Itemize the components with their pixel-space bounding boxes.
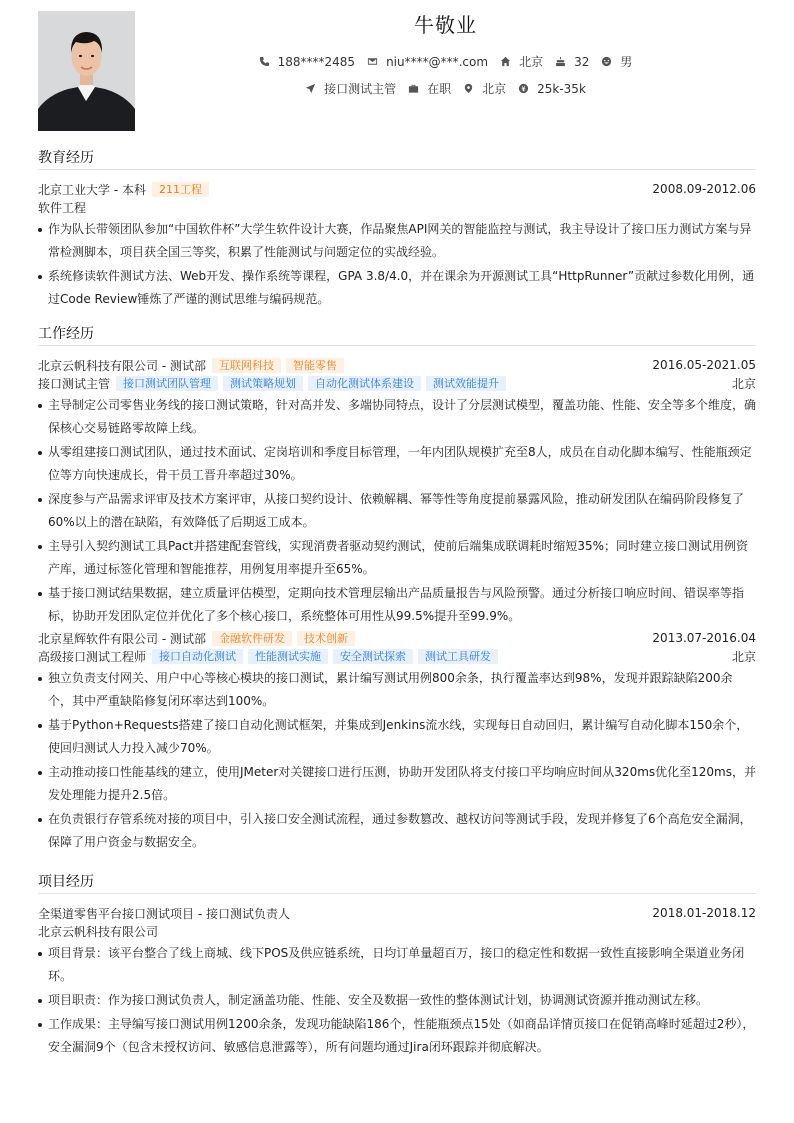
job-header-row: [38, 629, 756, 647]
project-company: 北京云帆科技有限公司: [38, 924, 159, 939]
education-date: 2008.09-2012.06: [652, 182, 756, 196]
phone-item: [259, 53, 355, 70]
job-role-row: [38, 647, 756, 665]
contact-info-row: [135, 53, 756, 70]
send-icon: [305, 83, 316, 94]
job-bullets: [38, 667, 756, 854]
project-entry: [38, 904, 756, 1059]
list-item: 作为队长带领团队参加“中国软件杯”大学生软件设计大赛，作品聚焦API网关的智能监控与测试，我主导设计了接口压力测试方案与异常检测脚本，项目获全国三等奖，积累了性能测试与问题定位的实战经验。: [38, 218, 756, 264]
company-name: 北京云帆科技有限公司 - 测试部: [38, 358, 206, 373]
list-item: 基于接口测试结果数据，建立质量评估模型，定期向技术管理层输出产品质量报告与风险预警。通过分析接口响应时间、错误率等指标，协助开发团队定位并优化了多个核心接口，系统整体可用性从99.5%提升至99.9%。: [38, 582, 756, 628]
city-value: 北京: [519, 55, 544, 69]
education-bullets: [38, 218, 756, 311]
list-item: 工作成果：主导编写接口测试用例1200余条，发现功能缺陷186个，性能瓶颈点15处（如商品详情页接口在促销高峰时延超过2秒），安全漏洞9个（包含未授权访问、敏感信息泄露等），所有问题均通过Jira闭环跟踪并彻底解决。: [38, 1013, 756, 1059]
project-name: 全渠道零售平台接口测试项目 - 接口测试负责人: [38, 906, 290, 921]
money-icon: [518, 83, 529, 94]
age-value: 32: [574, 54, 590, 69]
list-item: 项目背景：该平台整合了线上商城、线下POS及供应链系统，日均订单量超百万，接口的稳定性和数据一致性直接影响全渠道业务闭环。: [38, 942, 756, 988]
position-item: [305, 80, 396, 97]
industry-tag: 技术创新: [297, 631, 355, 646]
list-item: 项目职责：作为接口测试负责人，制定涵盖功能、性能、安全及数据一致性的整体测试计划，协调测试资源并推动测试左移。: [38, 989, 756, 1012]
cake-icon: [555, 56, 566, 67]
email-item: [367, 53, 488, 70]
smile-icon: [601, 56, 612, 67]
job-location: 北京: [731, 649, 756, 664]
job-date: 2013.07-2016.04: [652, 631, 756, 645]
list-item: 主导制定公司零售业务线的接口测试策略，针对高并发、多端协同特点，设计了分层测试模型，覆盖功能、性能、安全等多个维度，确保核心交易链路零故障上线。: [38, 394, 756, 440]
briefcase-icon: [408, 83, 419, 94]
candidate-name: 牛敬业: [414, 13, 477, 37]
project-header-row: [38, 904, 756, 922]
job-role: 高级接口测试工程师: [38, 649, 147, 664]
salary-item: [518, 80, 586, 97]
work-section: [38, 324, 756, 855]
job-role-row: [38, 374, 756, 392]
company-name: 北京星辉软件有限公司 - 测试部: [38, 631, 206, 646]
list-item: 基于Python+Requests搭建了接口自动化测试框架，并集成到Jenkins流水线，实现每日自动回归，累计编写自动化脚本150余个，使回归测试人力投入减少70%。: [38, 714, 756, 760]
job-entry: [38, 356, 756, 628]
job-header-row: [38, 356, 756, 374]
skill-tag: 接口自动化测试: [152, 649, 243, 664]
project-date: 2018.01-2018.12: [652, 906, 756, 920]
status-value: 在职: [427, 82, 452, 96]
position-value: 接口测试主管: [324, 82, 397, 96]
skill-tag: 接口测试团队管理: [116, 376, 218, 391]
list-item: 主导引入契约测试工具Pact并搭建配套管线，实现消费者驱动契约测试，使前后端集成联调耗时缩短35%；同时建立接口测试用例资产库，通过标签化管理和智能推荐，用例复用率提升至65%。: [38, 535, 756, 581]
list-item: 在负责银行存管系统对接的项目中，引入接口安全测试流程，通过参数篡改、越权访问等测试手段，发现并修复了6个高危安全漏洞，保障了用户资金与数据安全。: [38, 808, 756, 854]
resume-header: [38, 11, 756, 131]
list-item: 从零组建接口测试团队，通过技术面试、定岗培训和季度目标管理，一年内团队规模扩充至8人，成员在自动化脚本编写、性能瓶颈定位等方向快速成长，骨干员工晋升率超过30%。: [38, 441, 756, 487]
skill-tag: 自动化测试体系建设: [308, 376, 421, 391]
email-value: niu****@***.com: [386, 54, 489, 69]
project-bullets: [38, 942, 756, 1059]
industry-tag: 智能零售: [286, 358, 344, 373]
home-icon: [500, 56, 511, 67]
phone-icon: [259, 56, 270, 67]
education-section: [38, 148, 756, 312]
email-icon: [367, 56, 378, 67]
job-entry: [38, 629, 756, 854]
industry-tag: 互联网科技: [212, 358, 281, 373]
job-role: 接口测试主管: [38, 376, 111, 391]
skill-tag: 性能测试实施: [248, 649, 328, 664]
project-company-row: [38, 922, 756, 940]
major: 软件工程: [38, 200, 87, 215]
education-header-row: [38, 180, 756, 198]
industry-tag: 金融软件研发: [212, 631, 292, 646]
phone-value: 188****2485: [277, 54, 356, 69]
gender-value: 男: [620, 55, 633, 69]
projects-title: 项目经历: [38, 872, 756, 894]
education-title: 教育经历: [38, 148, 756, 170]
city-item: [500, 53, 543, 70]
major-row: [38, 198, 756, 216]
profile-photo: [38, 11, 135, 131]
list-item: 主动推动接口性能基线的建立，使用JMeter对关键接口进行压测，协助开发团队将支付接口平均响应时间从320ms优化至120ms，并发处理能力提升2.5倍。: [38, 761, 756, 807]
status-item: [408, 80, 451, 97]
salary-value: 25k-35k: [537, 81, 586, 96]
work-title: 工作经历: [38, 324, 756, 346]
job-location: 北京: [731, 376, 756, 391]
list-item: 系统修读软件测试方法、Web开发、操作系统等课程，GPA 3.8/4.0，并在课余为开源测试工具“HttpRunner”贡献过参数化用例，通过Code Review锤炼了严谨的测试思维与编码规范。: [38, 265, 756, 311]
skill-tag: 测试策略规划: [223, 376, 303, 391]
school-tag: 211工程: [152, 182, 209, 197]
target-city-item: [463, 80, 506, 97]
skill-tag: 测试工具研发: [418, 649, 498, 664]
job-bullets: [38, 394, 756, 628]
list-item: 深度参与产品需求评审及技术方案评审，从接口契约设计、依赖解耦、幂等性等角度提前暴露风险，推动研发团队在编码阶段修复了60%以上的潜在缺陷，有效降低了后期返工成本。: [38, 488, 756, 534]
gender-item: [601, 53, 632, 70]
target-city-value: 北京: [482, 82, 507, 96]
age-item: [555, 53, 589, 70]
job-intention-row: [135, 80, 756, 97]
resume-page: [38, 0, 756, 1123]
list-item: 独立负责支付网关、用户中心等核心模块的接口测试，累计编写测试用例800余条，执行覆盖率达到98%，发现并跟踪缺陷200余个，其中严重缺陷修复闭环率达到100%。: [38, 667, 756, 713]
projects-section: [38, 872, 756, 1060]
skill-tag: 测试效能提升: [426, 376, 506, 391]
skill-tag: 安全测试探索: [333, 649, 413, 664]
location-pin-icon: [463, 83, 474, 94]
school-name: 北京工业大学 - 本科: [38, 182, 146, 197]
job-date: 2016.05-2021.05: [652, 358, 756, 372]
